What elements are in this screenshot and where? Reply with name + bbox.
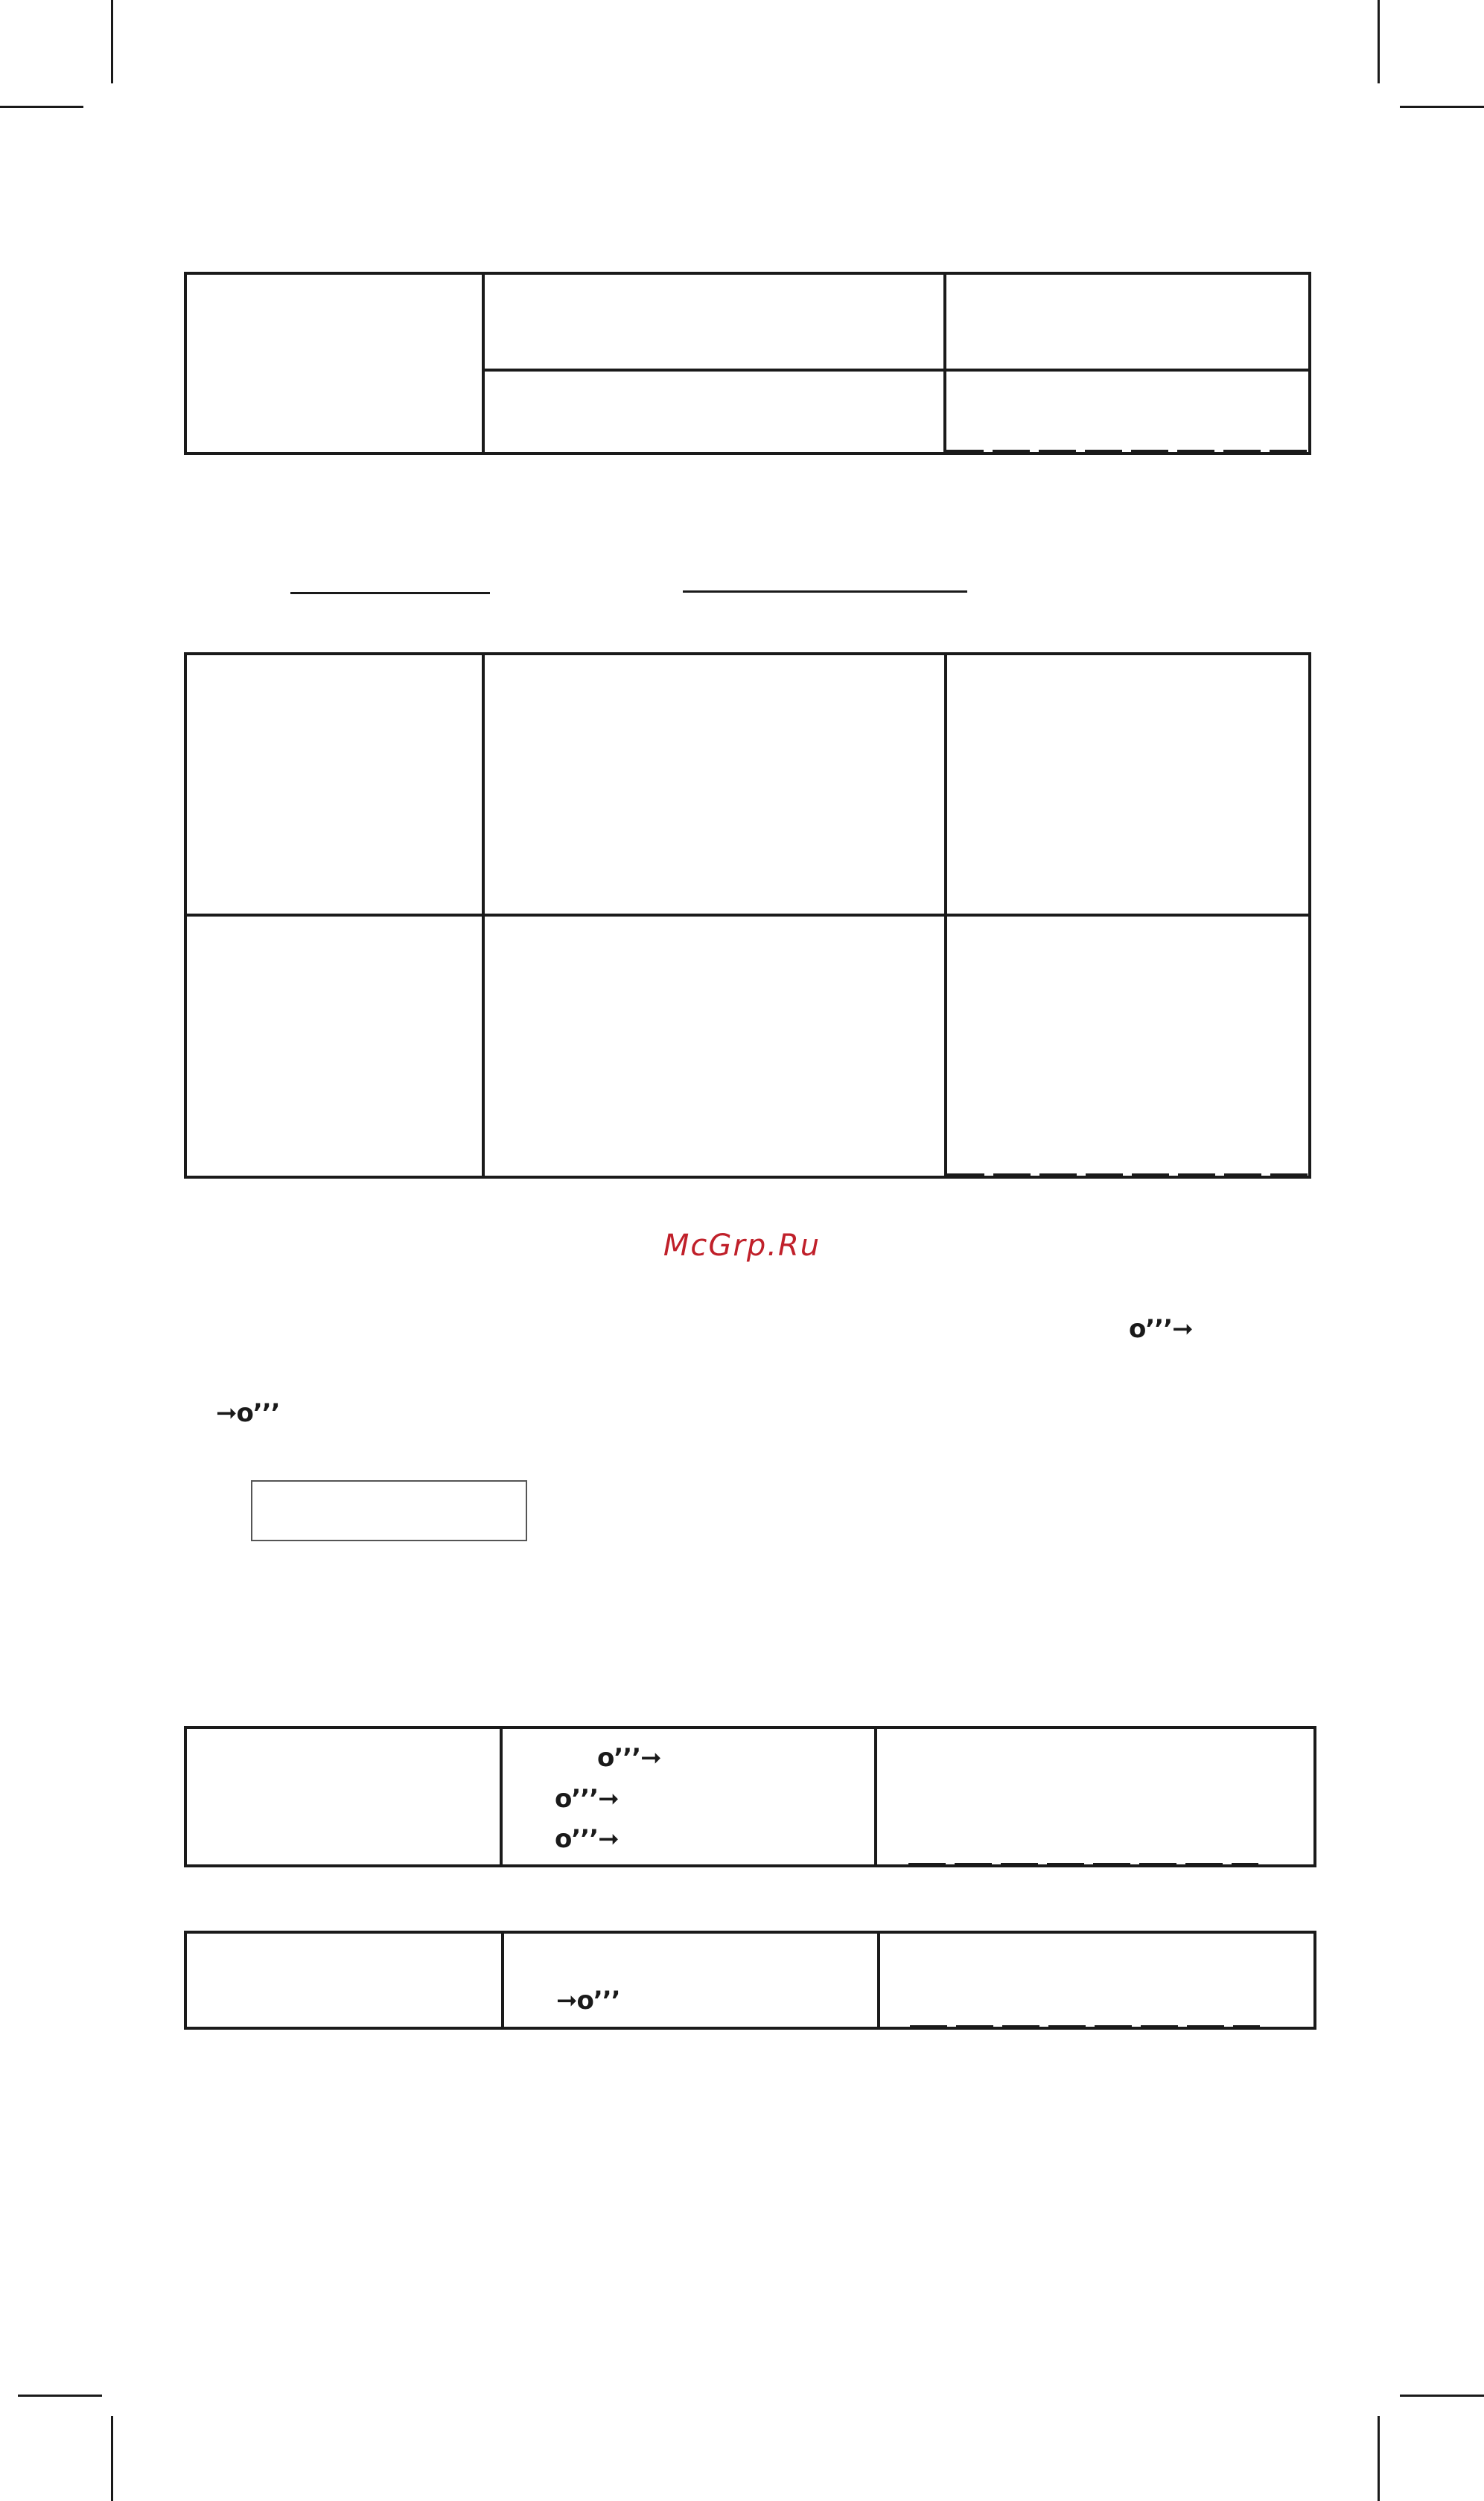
crop-mark-bottom-left-horizontal bbox=[18, 2395, 102, 2397]
table-3-dms-key-icon-2: o’’’➞ bbox=[555, 1784, 619, 1814]
table-4-frame bbox=[184, 1931, 1316, 2030]
crop-mark-bottom-right-horizontal bbox=[1400, 2395, 1484, 2397]
table-3-frame bbox=[184, 1726, 1316, 1867]
table-3-dms-key-icon-3: o’’’➞ bbox=[555, 1824, 619, 1854]
crop-mark-top-left-vertical bbox=[111, 0, 113, 83]
table-3-col-divider-1 bbox=[500, 1726, 503, 1867]
table-4-col-divider-2 bbox=[877, 1931, 880, 2030]
table-1-dashed-line bbox=[946, 450, 1308, 452]
blank-underline-2 bbox=[683, 590, 967, 593]
table-3-dms-key-icon-1: o’’’➞ bbox=[597, 1743, 661, 1773]
table-2-row-divider bbox=[184, 914, 1311, 917]
dms-key-icon: o’’’➞ bbox=[1129, 1314, 1193, 1344]
watermark: McGrp.Ru bbox=[663, 1229, 821, 1263]
dec-to-dms-key-icon: ➞o’’’ bbox=[216, 1398, 280, 1428]
display-box bbox=[251, 1480, 527, 1541]
blank-underline-1 bbox=[290, 592, 490, 594]
table-1-frame bbox=[184, 272, 1311, 455]
crop-mark-top-right-vertical bbox=[1378, 0, 1380, 83]
crop-mark-bottom-left-vertical bbox=[111, 2416, 113, 2501]
table-2-dashed-line bbox=[947, 1173, 1308, 1176]
table-4-dashed-line bbox=[910, 2025, 1260, 2027]
table-3-col-divider-2 bbox=[874, 1726, 877, 1867]
crop-mark-top-right-horizontal bbox=[1400, 106, 1484, 108]
table-1-row-divider bbox=[482, 369, 1311, 372]
crop-mark-bottom-right-vertical bbox=[1378, 2416, 1380, 2501]
crop-mark-top-left-horizontal bbox=[0, 106, 83, 108]
table-1-col-divider-2 bbox=[943, 272, 946, 455]
table-1-col-divider-1 bbox=[482, 272, 485, 455]
table-3-dashed-line bbox=[908, 1863, 1258, 1865]
table-4-col-divider-1 bbox=[501, 1931, 504, 2030]
table-4-dec-to-dms-key-icon: ➞o’’’ bbox=[556, 1986, 620, 2016]
